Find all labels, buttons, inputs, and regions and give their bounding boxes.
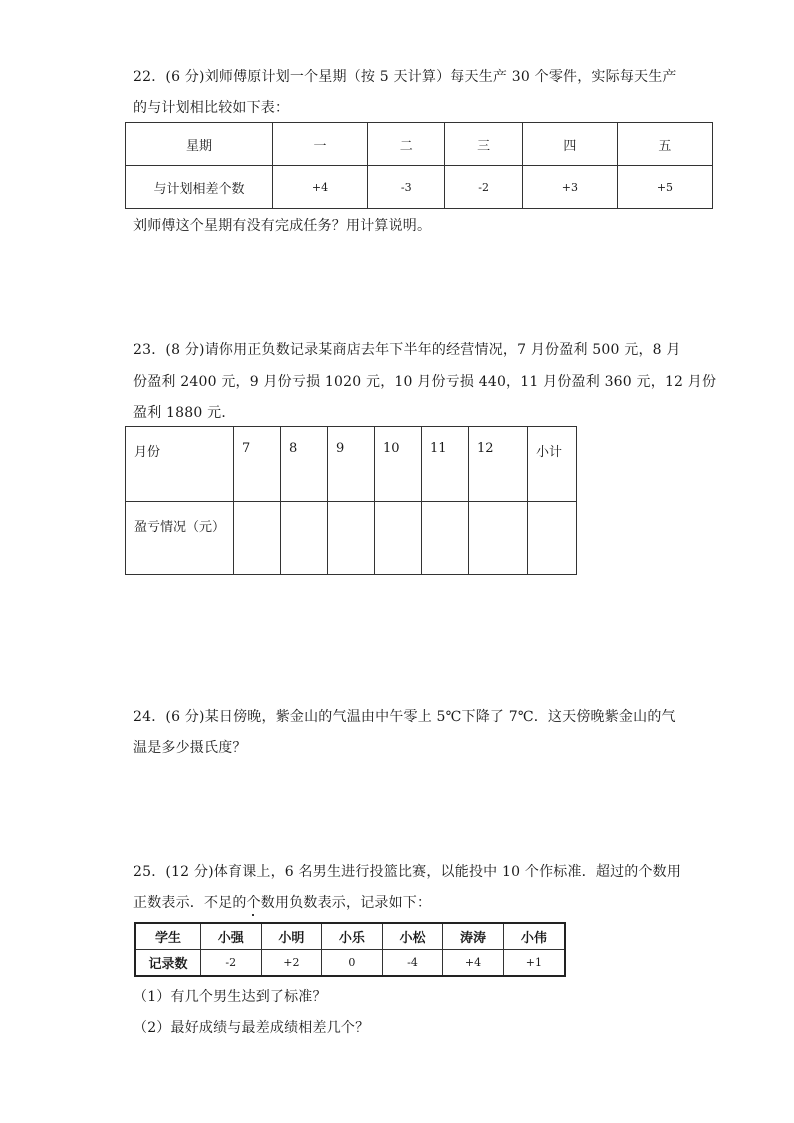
q25-table (134, 922, 566, 977)
q22-header-cell: 一 (273, 123, 368, 166)
q25-header-cell: 涛涛 (443, 923, 504, 950)
q25-header-cell: 小乐 (322, 923, 383, 950)
q23-blank-cell (281, 502, 328, 575)
q24-text-line2: 温是多少摄氏度？ (133, 740, 247, 756)
table-row (126, 427, 577, 502)
q23-header-cell: 小计 (528, 427, 577, 502)
q25-value-cell: +1 (503, 950, 565, 977)
table-row (135, 923, 565, 950)
q23-table (125, 426, 577, 575)
q25-sub2: （2）最好成绩与最差成绩相差几个？ (133, 1020, 370, 1036)
q22-header-cell: 四 (522, 123, 617, 166)
q22-value-cell: +3 (522, 166, 617, 209)
q23-text-line3: 盈利 1880 元． (133, 405, 236, 421)
q23-blank-cell (375, 502, 422, 575)
q25-value-cell: +2 (261, 950, 322, 977)
q22-text-line2: 的与计划相比较如下表： (133, 100, 290, 116)
q23-text-line2: 份盈利 2400 元，9 月份亏损 1020 元，10 月份亏损 440，11 月份盈利 360 元，12 月份 (133, 374, 717, 390)
q25-header-cell: 学生 (135, 923, 201, 950)
q22-row-label: 与计划相差个数 (126, 166, 273, 209)
q23-blank-cell (528, 502, 577, 575)
q23-blank-cell (469, 502, 528, 575)
q25-row-label: 记录数 (135, 950, 201, 977)
q24-text-line1: 24．(6 分)某日傍晚，紫金山的气温由中午零上 5℃下降了 7℃．这天傍晚紫金山的气 (133, 709, 676, 725)
q22-text-line1: 22．(6 分)刘师傅原计划一个星期（按 5 天计算）每天生产 30 个零件，实际每天生产 (133, 69, 677, 85)
q23-header-cell: 11 (422, 427, 469, 502)
q25-value-cell: -2 (201, 950, 262, 977)
q23-header-cell: 月份 (126, 427, 234, 502)
q22-header-cell: 五 (617, 123, 712, 166)
q23-header-cell: 9 (328, 427, 375, 502)
q22-header-cell: 二 (368, 123, 445, 166)
q23-text-line1: 23．(8 分)请你用正负数记录某商店去年下半年的经营情况，7 月份盈利 500 元，8 月 (133, 342, 681, 358)
q22-table (125, 122, 713, 209)
q23-header-cell: 10 (375, 427, 422, 502)
q23-header-cell: 8 (281, 427, 328, 502)
q25-text-line2: 正数表示．不足的个数用负数表示，记录如下： (133, 895, 432, 911)
q25-sub1: （1）有几个男生达到了标准？ (133, 989, 327, 1005)
q25-text-line1: 25．(12 分)体育课上，6 名男生进行投篮比赛，以能投中 10 个作标准．超过的个数用 (133, 864, 682, 880)
scan-dot (252, 914, 254, 916)
q25-header-cell: 小伟 (503, 923, 565, 950)
q25-header-cell: 小强 (201, 923, 262, 950)
q22-question: 刘师傅这个星期有没有完成任务？用计算说明。 (133, 218, 432, 234)
table-row (135, 950, 565, 977)
q22-header-cell: 三 (445, 123, 522, 166)
q25-header-cell: 小明 (261, 923, 322, 950)
table-row (126, 166, 713, 209)
q25-value-cell: 0 (322, 950, 383, 977)
q23-blank-cell (328, 502, 375, 575)
table-row (126, 123, 713, 166)
table-row (126, 502, 577, 575)
q23-blank-cell (422, 502, 469, 575)
q22-header-cell: 星期 (126, 123, 273, 166)
q23-row-label: 盈亏情况（元） (126, 502, 234, 575)
q23-header-cell: 7 (234, 427, 281, 502)
q22-value-cell: -2 (445, 166, 522, 209)
q25-value-cell: +4 (443, 950, 504, 977)
q23-header-cell: 12 (469, 427, 528, 502)
q22-value-cell: +5 (617, 166, 712, 209)
q25-value-cell: -4 (382, 950, 443, 977)
q23-blank-cell (234, 502, 281, 575)
q25-header-cell: 小松 (382, 923, 443, 950)
q22-value-cell: +4 (273, 166, 368, 209)
q22-value-cell: -3 (368, 166, 445, 209)
